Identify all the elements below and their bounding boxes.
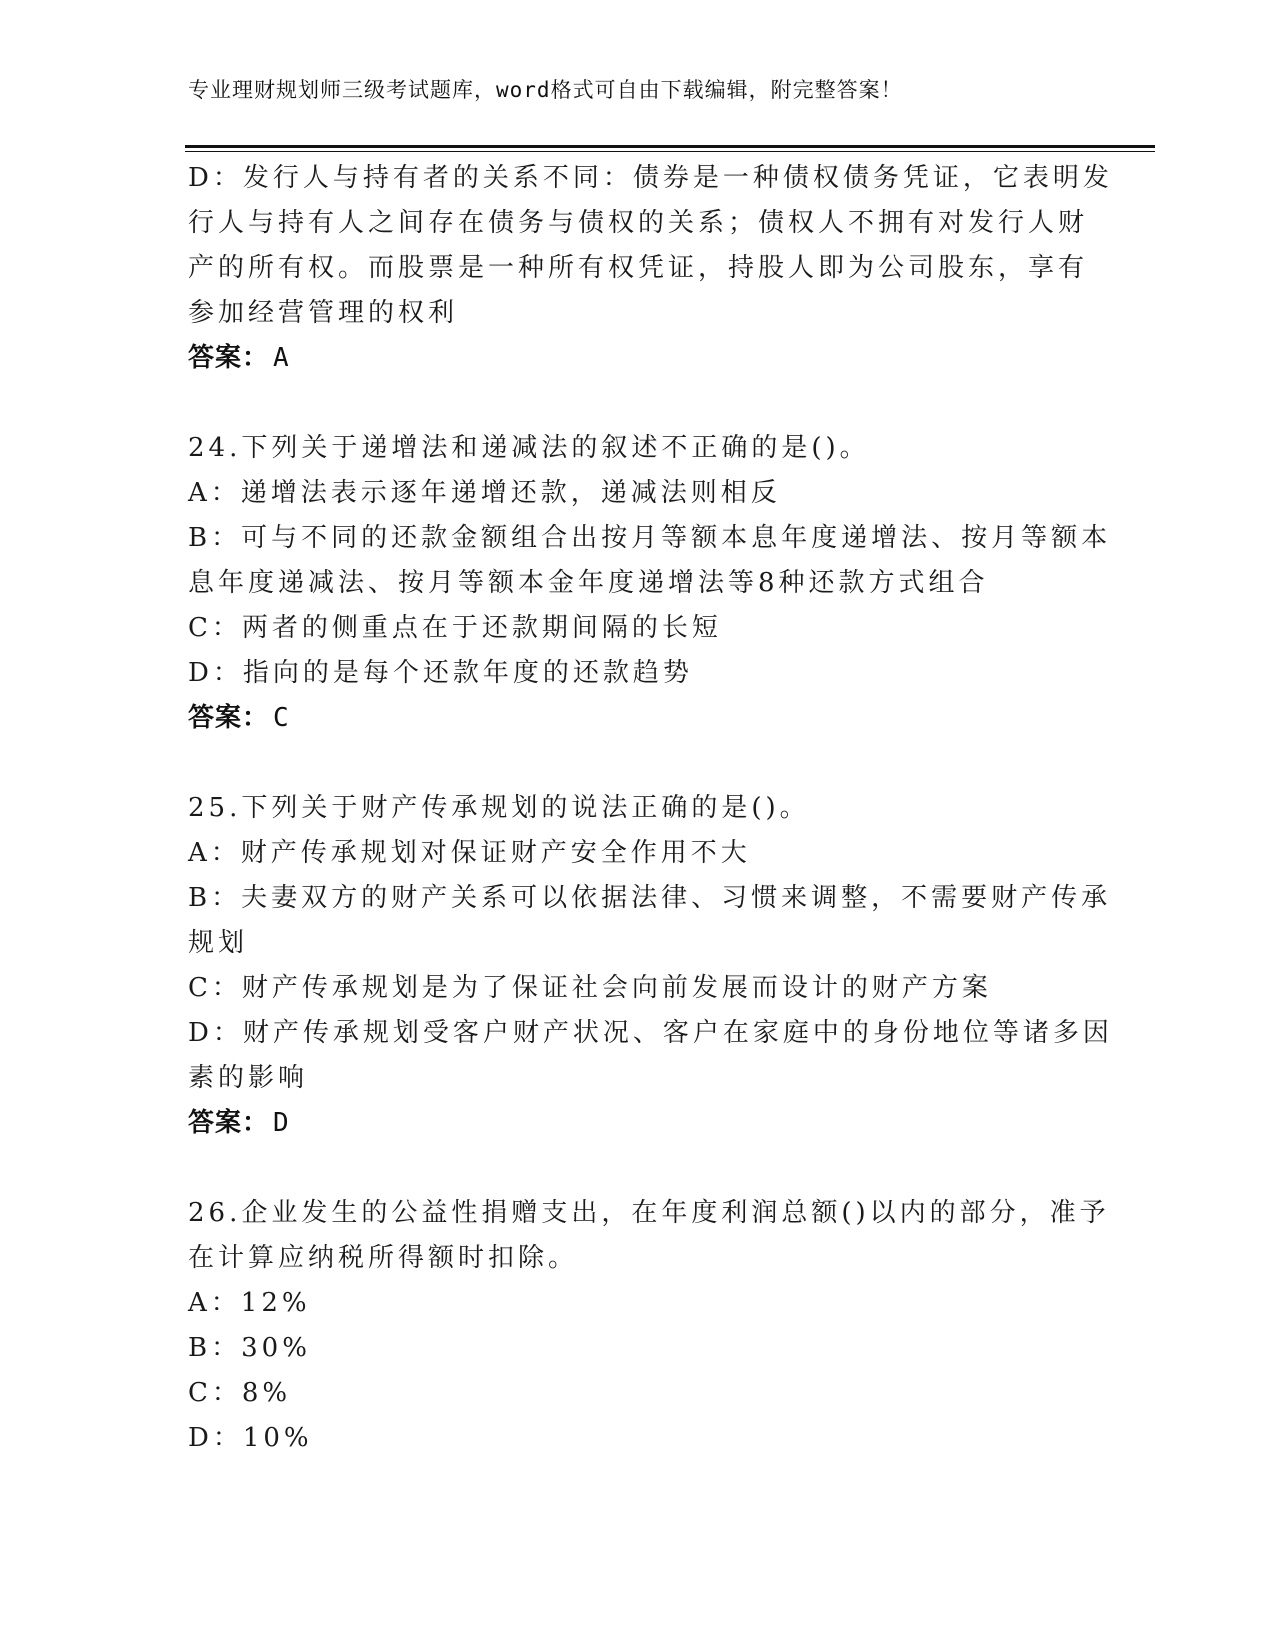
prev-question xyxy=(188,156,1113,381)
document-body xyxy=(188,156,1113,1461)
question-stem: 24.下列关于递增法和递减法的叙述不正确的是()。 xyxy=(188,433,870,463)
answer-value: A xyxy=(273,343,290,373)
option-d: D：指向的是每个还款年度的还款趋势 xyxy=(188,658,693,688)
question-24 xyxy=(188,426,1112,741)
header-rule-thin xyxy=(185,151,1155,152)
answer-line xyxy=(188,1101,1088,1146)
option-a: A：财产传承规划对保证财产安全作用不大 xyxy=(188,838,751,868)
answer-label: 答案： xyxy=(188,1108,270,1138)
option-d: D：10% xyxy=(188,1423,313,1453)
spacer xyxy=(188,381,1088,426)
question-stem: 25.下列关于财产传承规划的说法正确的是()。 xyxy=(188,793,810,823)
option-a: A：递增法表示逐年递增还款，递减法则相反 xyxy=(188,478,781,508)
option-c: C：两者的侧重点在于还款期间隔的长短 xyxy=(188,613,722,643)
option-line: D：发行人与持有者的关系不同：债券是一种债权债务凭证，它表明发 xyxy=(188,163,1113,193)
option-b-cont: 息年度递减法、按月等额本金年度递增法等8种还款方式组合 xyxy=(188,568,989,598)
option-b-cont: 规划 xyxy=(188,928,249,958)
option-b: B：30% xyxy=(188,1333,311,1363)
option-line: 参加经营管理的权利 xyxy=(188,298,459,328)
answer-label: 答案： xyxy=(188,703,270,733)
option-b: B：夫妻双方的财产关系可以依据法律、习惯来调整，不需要财产传承 xyxy=(188,883,1112,913)
answer-value: D xyxy=(273,1108,290,1138)
answer-line xyxy=(188,336,1088,381)
option-a: A：12% xyxy=(188,1288,311,1318)
question-stem-cont: 在计算应纳税所得额时扣除。 xyxy=(188,1243,579,1273)
option-b: B：可与不同的还款金额组合出按月等额本息年度递增法、按月等额本 xyxy=(188,523,1112,553)
header-rule-thick xyxy=(185,145,1155,148)
question-stem: 26.企业发生的公益性捐赠支出，在年度利润总额()以内的部分，准予 xyxy=(188,1198,1110,1228)
spacer xyxy=(188,741,1088,786)
option-d-cont: 素的影响 xyxy=(188,1063,309,1093)
spacer xyxy=(188,1146,1088,1191)
question-25 xyxy=(188,786,1113,1146)
question-26 xyxy=(188,1191,1110,1461)
answer-line xyxy=(188,696,1088,741)
option-c: C：8% xyxy=(188,1378,292,1408)
answer-value: C xyxy=(273,703,290,733)
answer-label: 答案： xyxy=(188,343,270,373)
option-line: 行人与持有人之间存在债务与债权的关系；债权人不拥有对发行人财 xyxy=(188,208,1089,238)
option-c: C：财产传承规划是为了保证社会向前发展而设计的财产方案 xyxy=(188,973,992,1003)
page-header: 专业理财规划师三级考试题库，word格式可自由下载编辑，附完整答案！ xyxy=(188,78,903,102)
option-d: D：财产传承规划受客户财产状况、客户在家庭中的身份地位等诸多因 xyxy=(188,1018,1113,1048)
option-line: 产的所有权。而股票是一种所有权凭证，持股人即为公司股东，享有 xyxy=(188,253,1089,283)
